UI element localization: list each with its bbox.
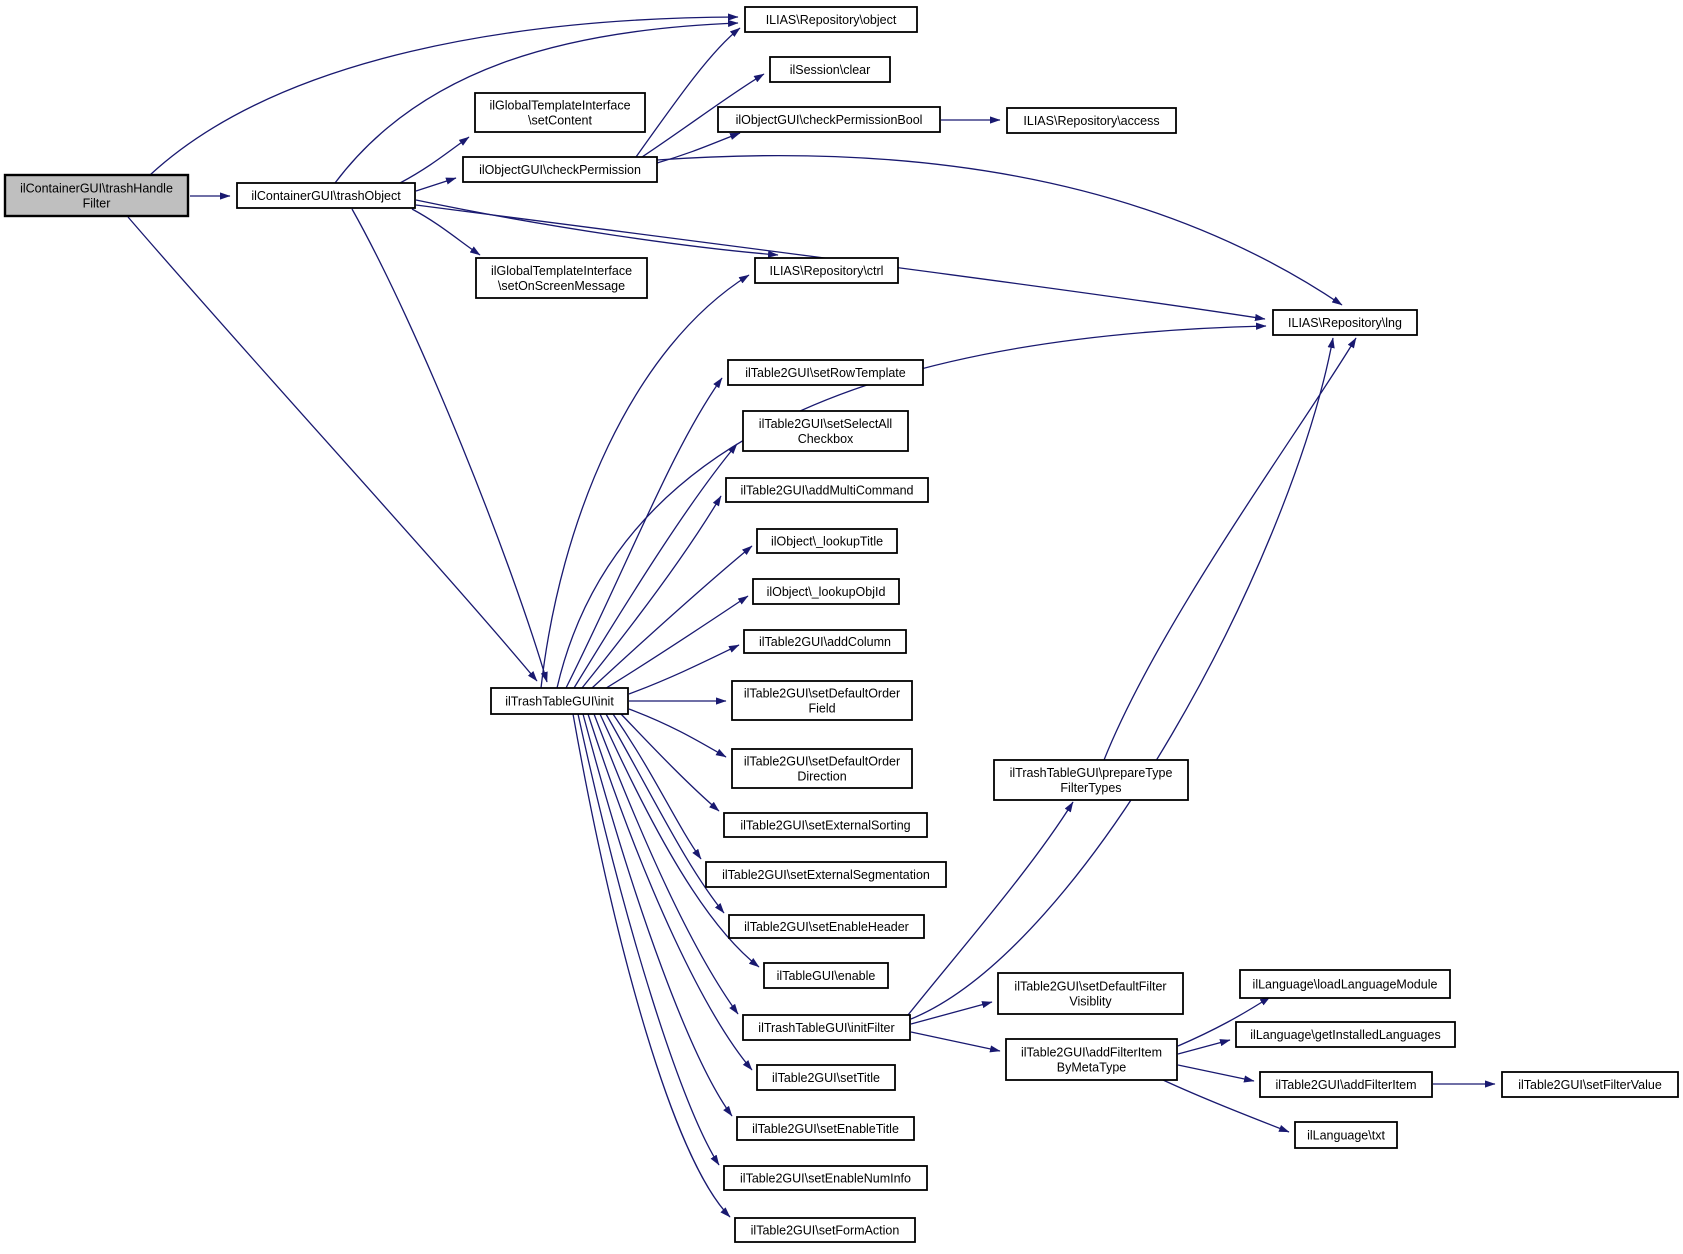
- node-label-line: ilTable2GUI\setDefaultFilter: [1014, 979, 1167, 994]
- node-label: [1275, 1078, 1416, 1092]
- edge-trash-table-init--set-select-all-checkbox: [574, 444, 737, 688]
- node-set-enable-title[interactable]: [737, 1117, 914, 1140]
- node-label-line: ILIAS\Repository\access: [1023, 114, 1160, 128]
- node-repository-access[interactable]: [1007, 108, 1176, 133]
- node-label-line: \setContent: [528, 113, 592, 128]
- node-trash-object[interactable]: [237, 183, 415, 208]
- node-trash-handle-filter[interactable]: [5, 175, 188, 216]
- node-set-enable-num-info[interactable]: [724, 1166, 927, 1190]
- node-label-line: ilLanguage\txt: [1307, 1128, 1385, 1143]
- node-add-filter-item[interactable]: [1260, 1072, 1432, 1097]
- node-label: [740, 1172, 911, 1186]
- edge-trash-table-init--set-external-sorting: [621, 714, 719, 811]
- edge-add-filter-item-by-meta-type--add-filter-item: [1178, 1065, 1254, 1081]
- node-label: [740, 819, 910, 833]
- node-label-line: ilTable2GUI\setEnableHeader: [744, 920, 909, 934]
- node-label-line: ilLanguage\loadLanguageModule: [1252, 977, 1438, 992]
- node-set-content[interactable]: [475, 93, 645, 132]
- node-label-line: ilTable2GUI\setRowTemplate: [745, 366, 906, 380]
- node-label: [736, 113, 923, 127]
- node-lookup-title[interactable]: [757, 529, 897, 553]
- node-label-line: ilSession\clear: [789, 63, 871, 77]
- node-label-line: FilterTypes: [1060, 781, 1122, 795]
- node-label: [759, 635, 891, 649]
- node-set-default-order-field[interactable]: [732, 681, 912, 720]
- node-label-line: ilTable2GUI\setFilterValue: [1518, 1078, 1662, 1092]
- node-label: [1253, 978, 1438, 992]
- node-label-line: ILIAS\Repository\object: [765, 13, 897, 27]
- node-label-line: ilObjectGUI\checkPermissionBool: [735, 113, 923, 127]
- node-label: [722, 868, 930, 882]
- edge-init-filter--repository-lng: [911, 338, 1333, 1019]
- node-add-column[interactable]: [744, 630, 906, 653]
- node-label-line: ilTrashTableGUI\init: [505, 694, 614, 709]
- node-label-line: ilContainerGUI\trashObject: [251, 189, 401, 203]
- edge-trash-object--repository-ctrl: [416, 200, 778, 255]
- node-set-default-filter-visiblity[interactable]: [998, 973, 1183, 1014]
- edge-trash-table-init--add-column: [629, 645, 739, 694]
- node-trash-table-init[interactable]: [491, 688, 628, 714]
- edge-trash-object--set-content: [400, 137, 469, 183]
- node-label-line: ilTable2GUI\setExternalSegmentation: [722, 868, 930, 882]
- edge-check-permission--repository-object: [636, 28, 740, 157]
- edge-trash-table-init--lookup-obj-id: [603, 596, 748, 690]
- node-label: [772, 1071, 880, 1085]
- node-label: [741, 484, 914, 498]
- node-label-line: Filter: [82, 196, 111, 211]
- node-set-external-segmentation[interactable]: [706, 862, 946, 887]
- node-check-permission[interactable]: [463, 157, 657, 182]
- node-label: [745, 366, 906, 380]
- node-label: [491, 264, 632, 293]
- node-label-line: ilTableGUI\enable: [776, 969, 876, 983]
- node-label: [752, 1122, 899, 1136]
- node-label-line: Visiblity: [1069, 994, 1112, 1009]
- node-set-enable-header[interactable]: [729, 915, 924, 938]
- node-label: [751, 1224, 900, 1238]
- node-label: [505, 695, 614, 709]
- node-label: [771, 535, 883, 549]
- node-repository-object[interactable]: [745, 7, 917, 32]
- edge-init-filter--add-filter-item-by-meta-type: [911, 1032, 1000, 1051]
- node-label: [770, 264, 884, 278]
- node-label-line: ILIAS\Repository\ctrl: [769, 264, 884, 278]
- edge-trash-table-init--set-title: [588, 714, 752, 1070]
- node-load-language-module[interactable]: [1240, 970, 1450, 998]
- node-label-line: ilObject\_lookupObjId: [766, 585, 886, 599]
- node-set-form-action[interactable]: [735, 1218, 915, 1242]
- node-init-filter[interactable]: [743, 1015, 910, 1040]
- node-language-txt[interactable]: [1295, 1122, 1397, 1148]
- node-lookup-obj-id[interactable]: [753, 579, 899, 604]
- node-label-line: ILIAS\Repository\lng: [1288, 316, 1402, 330]
- node-label: [777, 969, 876, 983]
- node-label-line: ilTable2GUI\setTitle: [772, 1071, 880, 1085]
- node-label: [251, 189, 401, 203]
- node-label-line: ilObjectGUI\checkPermission: [479, 163, 641, 177]
- node-label-line: ilTable2GUI\setFormAction: [750, 1223, 900, 1238]
- node-label-line: ilTable2GUI\addFilterItem: [1275, 1078, 1417, 1092]
- node-set-on-screen-message[interactable]: [476, 258, 647, 298]
- node-label-line: Direction: [797, 769, 847, 784]
- node-label-line: ilTable2GUI\addMultiCommand: [740, 483, 914, 498]
- node-label: [790, 63, 871, 77]
- node-label-line: ilContainerGUI\trashHandle: [20, 181, 173, 196]
- edge-trash-table-init--repository-ctrl: [541, 275, 749, 688]
- node-session-clear[interactable]: [770, 57, 890, 82]
- node-label-line: ilLanguage\getInstalledLanguages: [1250, 1028, 1441, 1042]
- node-check-permission-bool[interactable]: [718, 107, 940, 132]
- node-repository-ctrl[interactable]: [755, 258, 898, 283]
- node-label-line: ilTable2GUI\setDefaultOrder: [743, 754, 901, 769]
- node-add-multi-command[interactable]: [726, 478, 928, 502]
- node-repository-lng[interactable]: [1273, 310, 1417, 335]
- node-set-select-all-checkbox[interactable]: [743, 411, 908, 451]
- edge-trash-table-init--set-enable-num-info: [578, 714, 719, 1165]
- node-label-line: ilTable2GUI\addFilterItem: [1020, 1045, 1163, 1060]
- node-label-line: ilTable2GUI\setEnableTitle: [752, 1122, 899, 1136]
- node-set-title[interactable]: [757, 1065, 895, 1090]
- node-add-filter-item-by-meta-type[interactable]: [1006, 1039, 1177, 1080]
- node-label-line: ilObject\_lookupTitle: [770, 534, 884, 549]
- node-set-filter-value[interactable]: [1502, 1072, 1678, 1097]
- node-label-line: Field: [808, 701, 836, 716]
- node-label: [744, 920, 909, 934]
- node-label-line: ilGlobalTemplateInterface: [489, 98, 631, 113]
- edge-trash-table-init--set-row-template: [566, 378, 722, 688]
- node-label: [766, 13, 897, 27]
- node-label-line: \setOnScreenMessage: [497, 279, 626, 293]
- node-label: [1288, 316, 1402, 330]
- node-label: [1518, 1078, 1662, 1092]
- node-label-line: ilGlobalTemplateInterface: [490, 264, 633, 278]
- node-table-enable[interactable]: [764, 963, 888, 988]
- node-set-external-sorting[interactable]: [724, 813, 927, 837]
- node-prepare-type-filter-types[interactable]: [994, 760, 1188, 800]
- node-label-line: ilTable2GUI\setDefaultOrder: [743, 686, 901, 701]
- edge-trash-object--check-permission: [416, 178, 456, 191]
- node-label-line: ilTable2GUI\addColumn: [758, 635, 892, 649]
- node-label-line: ilTable2GUI\setExternalSorting: [740, 818, 911, 833]
- node-label: [767, 585, 886, 599]
- node-label-line: Checkbox: [797, 432, 854, 446]
- node-label-line: ilTrashTableGUI\initFilter: [758, 1021, 895, 1035]
- node-label: [1023, 114, 1159, 128]
- node-label: [1307, 1129, 1385, 1143]
- node-set-default-order-direction[interactable]: [732, 749, 912, 788]
- node-label: [758, 1021, 894, 1035]
- edge-trash-table-init--set-default-order-direction: [629, 709, 726, 757]
- node-label-line: ilTable2GUI\setEnableNumInfo: [740, 1171, 911, 1186]
- node-label: [1250, 1028, 1440, 1042]
- edge-trash-table-init--lookup-title: [592, 546, 752, 688]
- node-label-line: ilTable2GUI\setSelectAll: [758, 417, 893, 431]
- edge-trash-object--set-on-screen-message: [412, 209, 480, 255]
- node-get-installed-languages[interactable]: [1236, 1022, 1455, 1047]
- node-label-line: ByMetaType: [1056, 1060, 1127, 1075]
- node-label-line: ilTrashTableGUI\prepareType: [1009, 766, 1173, 780]
- node-label: [479, 163, 641, 177]
- node-set-row-template[interactable]: [728, 360, 923, 385]
